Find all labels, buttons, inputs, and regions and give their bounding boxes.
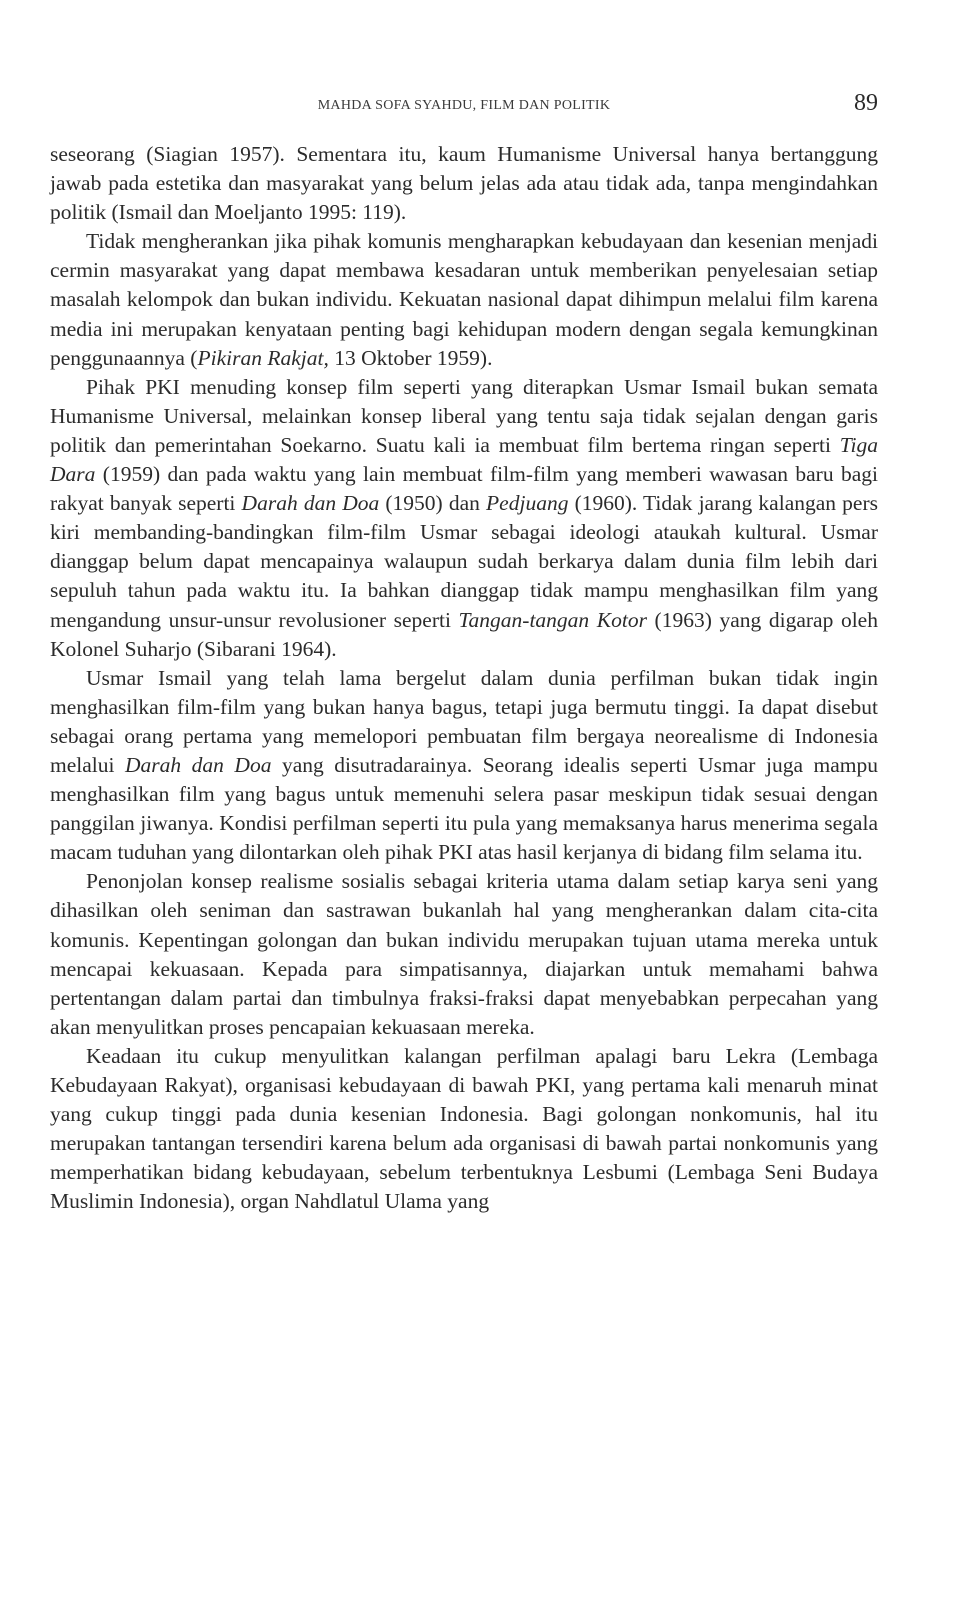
text-run: Keadaan itu cukup menyulitkan kalangan perfilman apalagi baru Lekra (Lembaga Kebudayaan Rakyat), organisasi kebudayaan di bawah PKI, yang pertama kali menaruh minat yang cukup tinggi pada dunia kesenian Indonesia. Bagi golongan nonkomunis, hal itu merupakan tantangan tersendiri karena belum ada organisasi di bawah partai nonkomunis yang memperhatikan bidang kebudayaan, sebelum terbentuknya Lesbumi (Lembaga Seni Budaya Muslimin Indonesia), organ Nahdlatul Ulama yang — [50, 1043, 878, 1214]
running-title: MAHDA SOFA SYAHDU, FILM DAN POLITIK — [317, 98, 611, 113]
running-header — [50, 90, 878, 120]
text-run: Penonjolan konsep realisme sosialis sebagai kriteria utama dalam setiap karya seni yang dihasilkan oleh seniman dan sastrawan bukanlah hal yang mengherankan dalam cita-cita komunis. Kepentingan golongan dan bukan individu merupakan tujuan utama mereka untuk mencapai kekuasaan. Kepada para simpatisannya, diajarkan untuk memahami bahwa pertentangan dalam partai dan timbulnya fraksi-fraksi dapat menyebabkan perpecahan yang akan menyulitkan proses pencapaian kekuasaan mereka. — [50, 869, 878, 1039]
text-run: yang disutradarainya. Seorang idealis seperti Usmar juga mampu menghasilkan film yang bagus untuk memenuhi selera pasar meskipun tidak sesuai dengan panggilan jiwanya. Kondisi perfilman seperti itu pula yang memaksanya harus menerima segala macam tuduhan yang dilontarkan oleh pihak PKI atas hasil kerjanya di bidang film selama itu. — [50, 752, 879, 865]
italic-title: Darah dan Doa — [241, 491, 380, 516]
text-run: Usmar Ismail yang telah lama bergelut dalam dunia perfilman bukan tidak ingin menghasilkan film-film yang bukan hanya bagus, tetapi juga bermutu tinggi. Ia dapat disebut sebagai orang pertama yang memelopori pembuatan film bergaya neorealisme di Indonesia melalui — [50, 665, 878, 777]
italic-title: Tangan-tangan Kotor — [458, 607, 647, 632]
italic-title: Darah dan Doa — [125, 752, 272, 777]
paragraph-3 — [50, 373, 878, 664]
text-run: Tidak mengherankan jika pihak komunis mengharapkan kebudayaan dan kesenian menjadi cermin masyarakat yang dapat membawa kesadaran untuk memberikan penyelesaian setiap masalah kelompok dan bukan individu. Kekuatan nasional dapat dihimpun melalui film karena media ini merupakan kenyataan penting bagi kehidupan modern dengan segala kemungkinan penggunaannya ( — [50, 229, 878, 370]
text-run: seseorang (Siagian 1957). Sementara itu, kaum Humanisme Universal hanya bertanggung jawab pada estetika dan masyarakat yang belum jelas ada atau tidak ada, tanpa mengindahkan politik (Ismail dan Moeljanto 1995: 119). — [50, 142, 878, 225]
text-run: (1950) dan — [379, 491, 487, 516]
text-run: (1960). Tidak jarang kalangan pers kiri membanding-bandingkan film-film Usmar sebagai ideologi ataukah kultural. Usmar dianggap belum dapat mencapainya walaupun sudah berkarya dalam dunia film lebih dari sepuluh tahun pada waktu itu. Ia bahkan dianggap tidak mampu menghasilkan film yang mengandung unsur-unsur revolusioner seperti — [50, 491, 878, 632]
paragraph-4 — [50, 664, 878, 868]
italic-title: Tiga Dara — [50, 432, 878, 487]
text-run: (1963) yang digarap oleh Kolonel Suharjo (Sibarani 1964). — [50, 607, 878, 661]
italic-title: Pikiran Rakjat, — [197, 345, 329, 370]
paragraph-1 — [50, 140, 878, 227]
italic-title: Pedjuang — [486, 491, 569, 516]
paragraph-6 — [50, 1042, 878, 1217]
text-run: (1959) dan pada waktu yang lain membuat film-film yang memberi wawasan baru bagi rakyat banyak seperti — [50, 462, 878, 516]
text-run: 13 Oktober 1959). — [328, 345, 493, 370]
page-number: 89 — [854, 90, 878, 116]
paragraph-5 — [50, 867, 878, 1042]
paragraph-2 — [50, 227, 878, 372]
body-text — [50, 140, 878, 1216]
text-run: Pihak PKI menuding konsep film seperti yang diterapkan Usmar Ismail bukan semata Humanisme Universal, melainkan konsep liberal yang tentu saja tidak sejalan dengan garis politik dan pemerintahan Soekarno. Suatu kali ia membuat film bertema ringan seperti — [50, 374, 878, 457]
